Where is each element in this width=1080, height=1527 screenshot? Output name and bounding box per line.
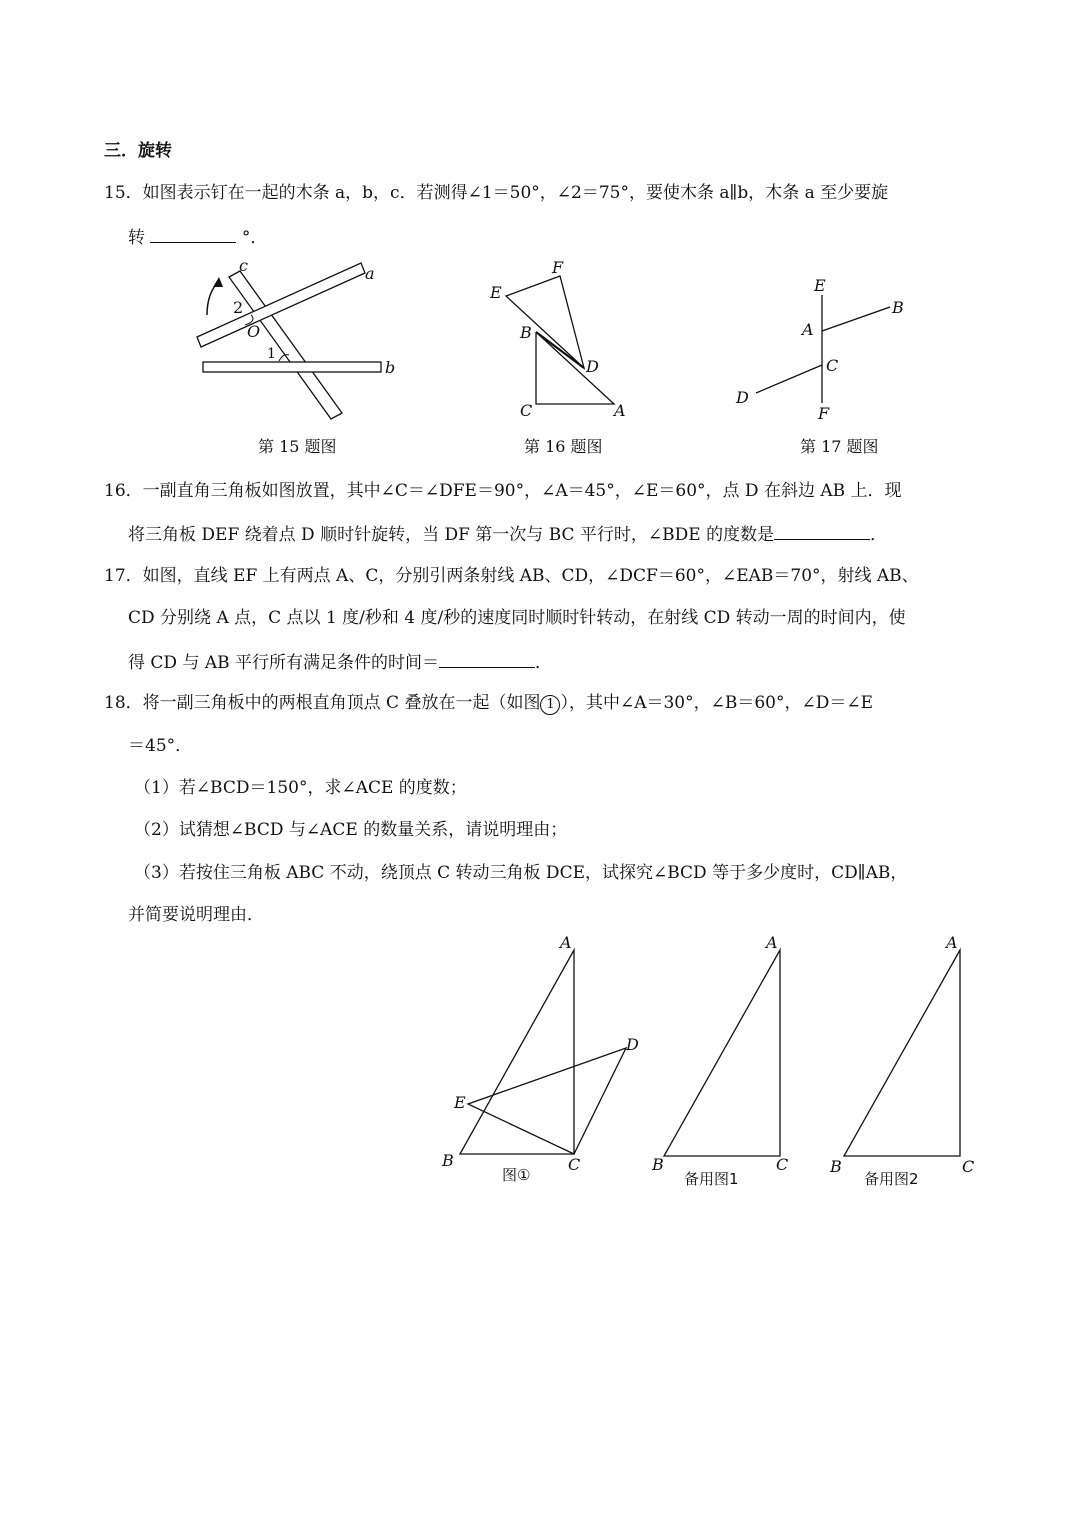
q17-answer-blank	[439, 649, 535, 668]
caption-fig16: 第 16 题图	[524, 437, 603, 456]
q18-line1-pre: 18．将一副三角板中的两根直角顶点 C 叠放在一起（如图	[104, 693, 541, 713]
spare2-label-a: A	[946, 933, 958, 952]
q17-line2: CD 分别绕 A 点，C 点以 1 度/秒和 4 度/秒的速度同时顺时针转动，在射线 CD 转动一周的时间内，使	[128, 608, 906, 628]
caption-fig15: 第 15 题图	[258, 437, 337, 456]
q18-sub3: （3）若按住三角板 ABC 不动，绕顶点 C 转动三角板 DCE，试探究∠BCD 等于多少度时，CD∥AB，	[134, 863, 908, 883]
caption-fig18-main: 图①	[502, 1166, 531, 1184]
label-e: E	[454, 1093, 466, 1112]
spare1-label-a: A	[766, 933, 778, 952]
q16-line2-post: ．	[870, 525, 888, 545]
label-b: b	[385, 358, 396, 377]
q17-line1: 17．如图，直线 EF 上有两点 A、C，分别引两条射线 AB、CD，∠DCF＝60°，∠EAB＝70°，射线 AB、	[104, 566, 919, 586]
q16-line2	[128, 521, 887, 547]
label-a: A	[802, 320, 814, 339]
figure-18-spare2	[828, 932, 988, 1192]
label-c: C	[826, 356, 839, 375]
spare2-triangle-abc	[844, 950, 960, 1156]
label-a: A	[560, 933, 572, 952]
label-angle-2: 2	[233, 298, 244, 317]
figure-15	[185, 255, 405, 425]
q17-line3-post: ．	[535, 653, 553, 673]
caption-fig17: 第 17 题图	[800, 437, 879, 456]
q18-line1	[104, 691, 873, 715]
q18-sub1: （1）若∠BCD＝150°，求∠ACE 的度数；	[134, 778, 467, 798]
spare1-label-c: C	[776, 1155, 789, 1174]
spare2-label-c: C	[962, 1157, 975, 1176]
label-a: A	[614, 401, 626, 420]
label-c: C	[568, 1155, 581, 1174]
label-a: a	[365, 264, 375, 283]
figure-16	[488, 258, 638, 423]
caption-spare2: 备用图2	[864, 1170, 919, 1188]
figure-18-main	[438, 932, 648, 1192]
figure-18-spare1	[650, 932, 810, 1192]
label-b: B	[442, 1151, 454, 1170]
caption-spare1: 备用图1	[684, 1170, 739, 1188]
q15-line2-pre: 转	[128, 228, 145, 248]
q17-line3	[128, 649, 552, 675]
label-f: F	[552, 258, 564, 277]
label-e: E	[490, 283, 502, 302]
label-c: C	[520, 401, 533, 420]
triangle-dce	[468, 1048, 626, 1154]
spare1-label-b: B	[652, 1155, 664, 1174]
label-b: B	[892, 298, 904, 317]
q18-sub3-cont: 并简要说明理由．	[128, 905, 264, 925]
ray-ab	[822, 307, 890, 331]
triangle-def	[506, 276, 584, 368]
label-e: E	[814, 276, 826, 295]
q16-line2-pre: 将三角板 DEF 绕着点 D 顺时针旋转，当 DF 第一次与 BC 平行时，∠BDE 的度数是	[128, 525, 775, 545]
label-d: D	[736, 388, 749, 407]
figure-17	[732, 273, 912, 423]
q15-line2	[128, 224, 267, 250]
q18-line1-post: ），其中∠A＝30°，∠B＝60°，∠D＝∠E	[560, 693, 874, 713]
label-o: O	[247, 322, 261, 341]
label-c: c	[239, 256, 248, 275]
ray-cd	[756, 365, 822, 393]
spare1-triangle-abc	[664, 950, 780, 1156]
q17-line3-pre: 得 CD 与 AB 平行所有满足条件的时间＝	[128, 653, 440, 673]
q16-answer-blank	[774, 521, 870, 540]
label-d: D	[586, 357, 599, 376]
section-title: 三．旋转	[104, 141, 172, 161]
q18-line2: ＝45°．	[128, 736, 193, 756]
q18-sub2: （2）试猜想∠BCD 与∠ACE 的数量关系，请说明理由；	[134, 820, 568, 840]
label-angle-1: 1	[267, 346, 276, 362]
triangle-abc	[460, 950, 574, 1154]
q16-line1: 16．一副直角三角板如图放置，其中∠C＝∠DFE＝90°，∠A＝45°，∠E＝60°，点 D 在斜边 AB 上．现	[104, 481, 902, 501]
q15-line1: 15．如图表示钉在一起的木条 a，b，c．若测得∠1＝50°，∠2＝75°，要使木条 a∥b，木条 a 至少要旋	[104, 183, 889, 203]
label-f: F	[818, 404, 830, 423]
segment-bd	[536, 332, 584, 368]
label-b: B	[520, 323, 532, 342]
rod-c	[229, 271, 342, 419]
label-d: D	[626, 1035, 639, 1054]
q15-line2-post: °．	[241, 228, 268, 248]
spare2-label-b: B	[830, 1157, 842, 1176]
circled-number: 1	[540, 695, 560, 715]
arrow-head-icon	[213, 277, 223, 287]
rod-b	[203, 362, 381, 372]
q15-answer-blank	[150, 224, 236, 243]
triangle-abc	[536, 332, 614, 404]
